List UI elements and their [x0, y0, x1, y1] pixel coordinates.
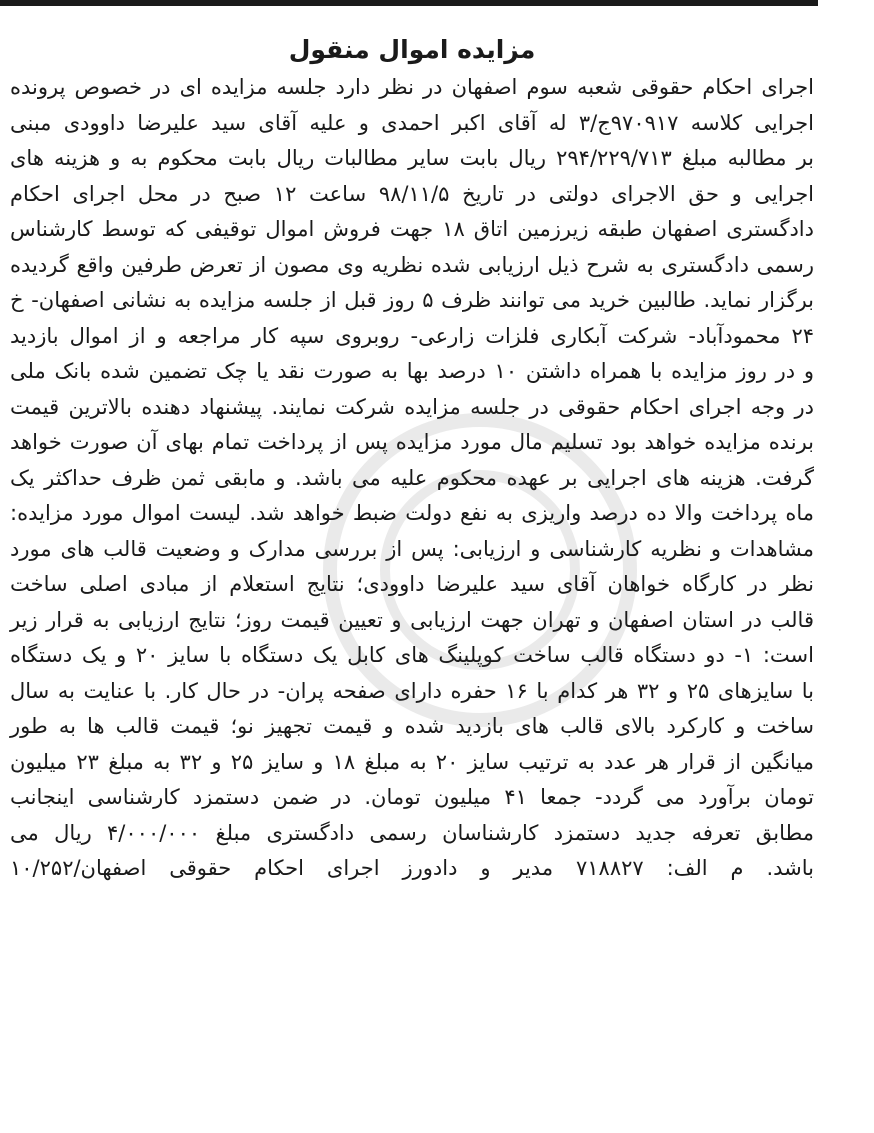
body-line: برنده مزایده خواهد بود تسلیم مال مورد مزایده پس از پرداخت تمام بهای آن صورت خواهد [10, 430, 814, 454]
body-line: ماه پرداخت والا ده درصد واریزی به نفع دولت ضبط خواهد شد. لیست اموال مورد مزایده: [10, 501, 814, 525]
body-line: مطابق تعرفه جدید دستمزد کارشناسان رسمی دادگستری مبلغ ۴/۰۰۰/۰۰۰ ریال می [10, 820, 814, 845]
notice-title: مزایده اموال منقول [288, 35, 536, 64]
notice-body [0, 70, 824, 887]
body-line: برگزار نماید. طالبین خرید می توانند ظرف ۵ روز قبل از جلسه مزایده به نشانی اصفهان- خ [10, 288, 814, 312]
body-line: گرفت. هزینه های اجرایی بر عهده محکوم علیه می باشد. و مابقی ثمن ظرف حداکثر یک [10, 465, 814, 490]
body-line: ساخت و کارکرد بالای قالب های بازدید شده و قیمت تجهیز نو؛ قیمت قالب ها به طور [10, 714, 814, 738]
auction-notice [0, 30, 824, 887]
body-line: و در روز مزایده با همراه داشتن ۱۰ درصد بها به صورت نقد یا چک تضمین شده بانک ملی [10, 359, 814, 383]
body-line: اجرایی و حق الاجرای دولتی در تاریخ ۹۸/۱۱/۵ ساعت ۱۲ صبح در محل اجرای احکام [10, 181, 815, 206]
body-line: میانگین از قرار هر عدد به ترتیب سایز ۲۰ به مبلغ ۱۸ و سایز ۲۵ و ۳۲ به مبلغ ۲۳ میلیون [10, 749, 815, 774]
body-line: اجرایی کلاسه ۹۷۰۹۱۷ج/۳ له آقای اکبر احمدی و علیه آقای سید علیرضا داوودی مبنی [10, 110, 815, 135]
body-line: رسمی دادگستری به شرح ذیل ارزیابی شده نظریه وی مصون از تعرض طرفین واقع گردیده [10, 252, 814, 277]
body-line: اجرای احکام حقوقی شعبه سوم اصفهان در نظر دارد جلسه مزایده ای در خصوص پرونده [10, 75, 814, 99]
body-line: دادگستری اصفهان طبقه زیرزمین اتاق ۱۸ جهت فروش اموال توقیفی که توسط کارشناس [10, 217, 814, 241]
body-line: مشاهدات و نظریه کارشناسی و ارزیابی: پس از بررسی مدارک و وضعیت قالب های مورد [10, 536, 814, 561]
body-line: قالب در استان اصفهان و تهران جهت ارزیابی و تعیین قیمت روز؛ نتایج ارزیابی به قرار زیر [10, 607, 814, 632]
body-line: ۲۴ محمودآباد- شرکت آبکاری فلزات زارعی- روبروی سپه کار مراجعه و از اموال بازدید [10, 323, 814, 348]
body-line: با سایزهای ۲۵ و ۳۲ هر کدام با ۱۶ حفره دارای صفحه پران- در حال کار. با عنایت به سال [10, 678, 814, 703]
body-line: در وجه اجرای احکام حقوقی در جلسه مزایده شرکت نمایند. پیشنهاد دهنده بالاترین قیمت [10, 394, 814, 419]
body-line: تومان برآورد می گردد- جمعا ۴۱ میلیون تومان. در ضمن دستمزد کارشناسی اینجانب [10, 785, 814, 809]
body-line: باشد. م الف: ۷۱۸۸۲۷ مدیر و دادورز اجرای احکام حقوقی اصفهان/۱۰/۲۵۲ [10, 856, 814, 880]
body-line: نظر در کارگاه خواهان آقای سید علیرضا داوودی؛ نتایج استعلام از مبادی اصلی ساخت [10, 572, 814, 596]
body-line: است: ۱- دو دستگاه قالب ساخت کوپلینگ های کابل یک دستگاه با سایز ۲۰ و یک دستگاه [10, 643, 814, 667]
top-border-rule [0, 0, 818, 6]
body-line: بر مطالبه مبلغ ۲۹۴/۲۲۹/۷۱۳ ریال بابت سایر مطالبات ریال بابت محکوم به و هزینه های [10, 146, 815, 170]
